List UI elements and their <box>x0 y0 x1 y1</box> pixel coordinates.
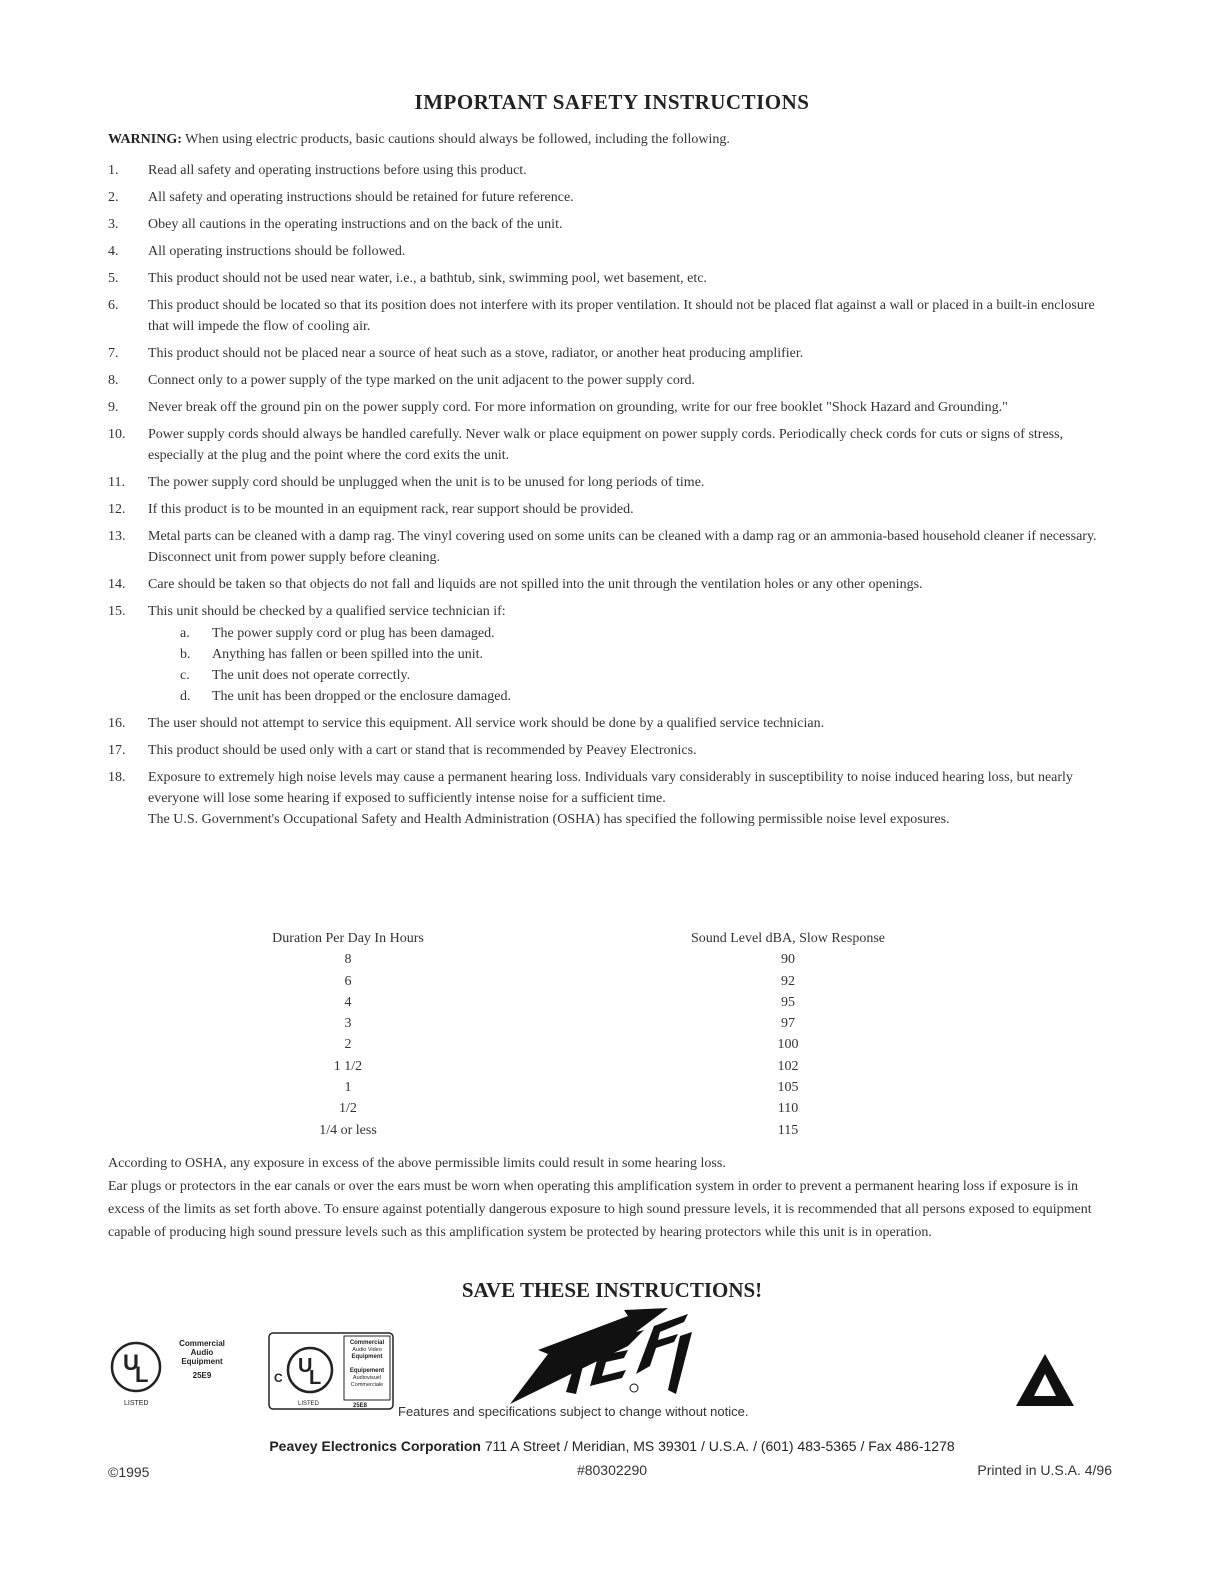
sub-item-c <box>180 665 1108 686</box>
item-number: 8. <box>108 373 119 388</box>
sub-item-text: The unit does not operate correctly. <box>212 668 411 683</box>
item-number: 14. <box>108 577 126 592</box>
table-cell: 1/2 <box>339 1101 357 1117</box>
instruction-item-13 <box>108 526 1108 568</box>
table-cell: 8 <box>344 952 352 968</box>
item-text: The user should not attempt to service this equipment. All service work should be done by a qualified service technician. <box>148 716 825 731</box>
sub-item-letter: c. <box>180 668 190 683</box>
page-title: IMPORTANT SAFETY INSTRUCTIONS <box>414 90 810 114</box>
sub-item-letter: d. <box>180 689 191 704</box>
sub-item-text: The power supply cord or plug has been damaged. <box>212 626 495 641</box>
noise-exposure-table <box>108 928 1108 1146</box>
item-text: Never break off the ground pin on the power supply cord. For more information on grounding, write for our free booklet "Shock Hazard and Grounding." <box>148 400 1008 415</box>
instruction-item-11 <box>108 472 1108 493</box>
table-cell: 102 <box>777 1058 799 1074</box>
cul-line: Audiovisuel <box>352 1375 382 1381</box>
item-15-sublist <box>148 623 1108 707</box>
instruction-item-1 <box>108 160 1108 181</box>
table-cell: 1/4 or less <box>319 1122 377 1138</box>
item-text: All operating instructions should be followed. <box>148 244 406 259</box>
ul1-line: 25E9 <box>192 1371 212 1380</box>
warning-line <box>108 132 1108 148</box>
item-18-osha-text: The U.S. Government's Occupational Safety and Health Administration (OSHA) has specified the following permissible noise level exposures. <box>148 812 950 827</box>
item-text: This product should not be placed near a source of heat such as a stove, radiator, or another heat producing amplifier. <box>148 346 804 361</box>
item-text: This product should be located so that its position does not interfere with its proper ventilation. It should not be placed flat against a wall or placed in a built-in enclosure that will impede the flow of cooling air. <box>148 298 1095 334</box>
item-number: 18. <box>108 770 126 785</box>
company-address: 711 A Street / Meridian, MS 39301 / U.S.A. / (601) 483-5365 / Fax 486-1278 <box>484 1438 955 1454</box>
item-number: 10. <box>108 427 126 442</box>
ul1-line: Equipment <box>181 1357 223 1366</box>
notice-text: Features and specifications subject to change without notice. <box>398 1404 749 1419</box>
duration-header: Duration Per Day In Hours <box>272 931 424 946</box>
item-number: 9. <box>108 400 119 415</box>
sound-level-column <box>648 928 928 1141</box>
cul-listed-icon <box>268 1332 394 1410</box>
item-number: 13. <box>108 529 126 544</box>
table-cell: 92 <box>781 973 795 989</box>
table-cell: 95 <box>781 994 795 1010</box>
instruction-list <box>108 160 1108 836</box>
cul-prefix: C <box>274 1371 283 1385</box>
copyright-text: ©1995 <box>108 1464 150 1480</box>
warning-triangle-icon <box>1014 1352 1076 1408</box>
item-text: Metal parts can be cleaned with a damp rag. The vinyl covering used on some units can be cleaned with a damp rag or an ammonia-based household cleaner if necessary. Disconnect unit from power supply before cleaning. <box>148 529 1097 565</box>
item-text: The power supply cord should be unplugged when the unit is to be unused for long periods of time. <box>148 475 705 490</box>
sub-item-d <box>180 686 1108 707</box>
instruction-item-17 <box>108 740 1108 761</box>
item-text: This product should be used only with a cart or stand that is recommended by Peavey Electronics. <box>148 743 697 758</box>
instruction-item-7 <box>108 343 1108 364</box>
item-number: 11. <box>108 475 125 490</box>
instruction-item-9 <box>108 397 1108 418</box>
table-cell: 4 <box>344 994 352 1010</box>
company-name: Peavey Electronics Corporation <box>269 1438 481 1454</box>
table-cell: 1 1/2 <box>333 1058 363 1074</box>
company-line <box>0 1438 1224 1454</box>
instruction-item-14 <box>108 574 1108 595</box>
sub-item-a <box>180 623 1108 644</box>
cul-code: 25E8 <box>352 1403 368 1409</box>
instruction-item-8 <box>108 370 1108 391</box>
table-cell: 100 <box>777 1037 799 1053</box>
cul-line: Commerciale <box>350 1382 384 1388</box>
peavey-logo <box>508 1306 694 1410</box>
sub-item-letter: b. <box>180 647 191 662</box>
table-cell: 1 <box>344 1080 352 1096</box>
item-text: If this product is to be mounted in an equipment rack, rear support should be provided. <box>148 502 634 517</box>
instruction-item-18 <box>108 767 1108 830</box>
item-text: This product should not be used near water, i.e., a bathtub, sink, swimming pool, wet basement, etc. <box>148 271 707 286</box>
cul-line: Audio Video <box>352 1347 382 1353</box>
osha-note-1: According to OSHA, any exposure in excess of the above permissible limits could result in some hearing loss. <box>108 1156 726 1171</box>
item-text: Connect only to a power supply of the type marked on the unit adjacent to the power supply cord. <box>148 373 696 388</box>
table-cell: 6 <box>344 973 352 989</box>
item-number: 12. <box>108 502 126 517</box>
item-number: 15. <box>108 604 126 619</box>
part-number: #80302290 <box>576 1462 648 1478</box>
item-text: All safety and operating instructions should be retained for future reference. <box>148 190 574 205</box>
cul-line: Equipment <box>351 1354 383 1360</box>
warning-label: WARNING: <box>108 132 182 147</box>
svg-text:L: L <box>309 1367 322 1389</box>
item-text: Power supply cords should always be handled carefully. Never walk or place equipment on power supply cords. Periodically check cords for cuts or signs of stress, especially at the plug and the point where the cord exits the unit. <box>148 427 1064 463</box>
table-cell: 110 <box>777 1101 799 1117</box>
sub-item-text: The unit has been dropped or the enclosure damaged. <box>212 689 511 704</box>
item-number: 3. <box>108 217 119 232</box>
instruction-item-10 <box>108 424 1108 466</box>
item-number: 6. <box>108 298 119 313</box>
item-number: 5. <box>108 271 119 286</box>
item-text: Obey all cautions in the operating instructions and on the back of the unit. <box>148 217 563 232</box>
sound-level-header: Sound Level dBA, Slow Response <box>690 931 886 946</box>
sub-item-b <box>180 644 1108 665</box>
cul-listed-text: LISTED <box>298 1401 320 1407</box>
instruction-item-16 <box>108 713 1108 734</box>
table-cell: 115 <box>777 1122 799 1138</box>
svg-text:L: L <box>135 1362 149 1387</box>
instruction-item-6 <box>108 295 1108 337</box>
item-text: Read all safety and operating instructions before using this product. <box>148 163 527 178</box>
osha-note-2: Ear plugs or protectors in the ear canals or over the ears must be worn when operating this amplification system in order to prevent a permanent hearing loss if exposure is in excess of the limits as set forth above. To ensure against potentially dangerous exposure to high sound pressure levels, it is recommended that all persons exposed to equipment capable of producing high sound pressure levels such as this amplification system be protected by hearing protectors while this unit is in operation. <box>108 1179 1092 1240</box>
table-cell: 90 <box>781 952 795 968</box>
cul-line: Commercial <box>349 1340 385 1346</box>
item-number: 2. <box>108 190 119 205</box>
printed-info: Printed in U.S.A. 4/96 <box>977 1462 1112 1478</box>
sub-item-text: Anything has fallen or been spilled into the unit. <box>212 647 484 662</box>
item-number: 17. <box>108 743 126 758</box>
table-cell: 3 <box>344 1016 352 1032</box>
item-number: 1. <box>108 163 119 178</box>
instruction-item-15 <box>108 601 1108 707</box>
osha-notes <box>108 1152 1108 1244</box>
instruction-item-2 <box>108 187 1108 208</box>
ul-listed-icon <box>110 1334 240 1408</box>
duration-column <box>238 928 458 1141</box>
table-cell: 2 <box>344 1037 352 1053</box>
instruction-item-3 <box>108 214 1108 235</box>
instruction-item-5 <box>108 268 1108 289</box>
warning-text: When using electric products, basic cautions should always be followed, including the following. <box>185 132 730 147</box>
item-number: 7. <box>108 346 119 361</box>
save-instructions-heading: SAVE THESE INSTRUCTIONS! <box>461 1278 763 1302</box>
svg-text:U: U <box>123 1350 139 1375</box>
svg-text:U: U <box>298 1355 313 1377</box>
item-text: Care should be taken so that objects do not fall and liquids are not spilled into the unit through the ventilation holes or any other openings. <box>148 577 923 592</box>
instruction-item-12 <box>108 499 1108 520</box>
ul1-listed-text: LISTED <box>124 1400 149 1407</box>
ul1-line: Commercial <box>179 1339 225 1348</box>
ul1-line: Audio <box>190 1348 214 1357</box>
table-cell: 97 <box>781 1016 795 1032</box>
table-cell: 105 <box>777 1080 799 1096</box>
item-number: 4. <box>108 244 119 259</box>
cul-line: Equipement <box>349 1368 385 1374</box>
item-text: Exposure to extremely high noise levels may cause a permanent hearing loss. Individuals vary considerably in susceptibility to noise induced hearing loss, but nearly everyone will lose some hearing if exposed to sufficiently intense noise for a sufficient time. <box>148 770 1073 806</box>
sub-item-letter: a. <box>180 626 190 641</box>
instruction-item-4 <box>108 241 1108 262</box>
item-text: This unit should be checked by a qualified service technician if: <box>148 604 506 619</box>
item-number: 16. <box>108 716 126 731</box>
